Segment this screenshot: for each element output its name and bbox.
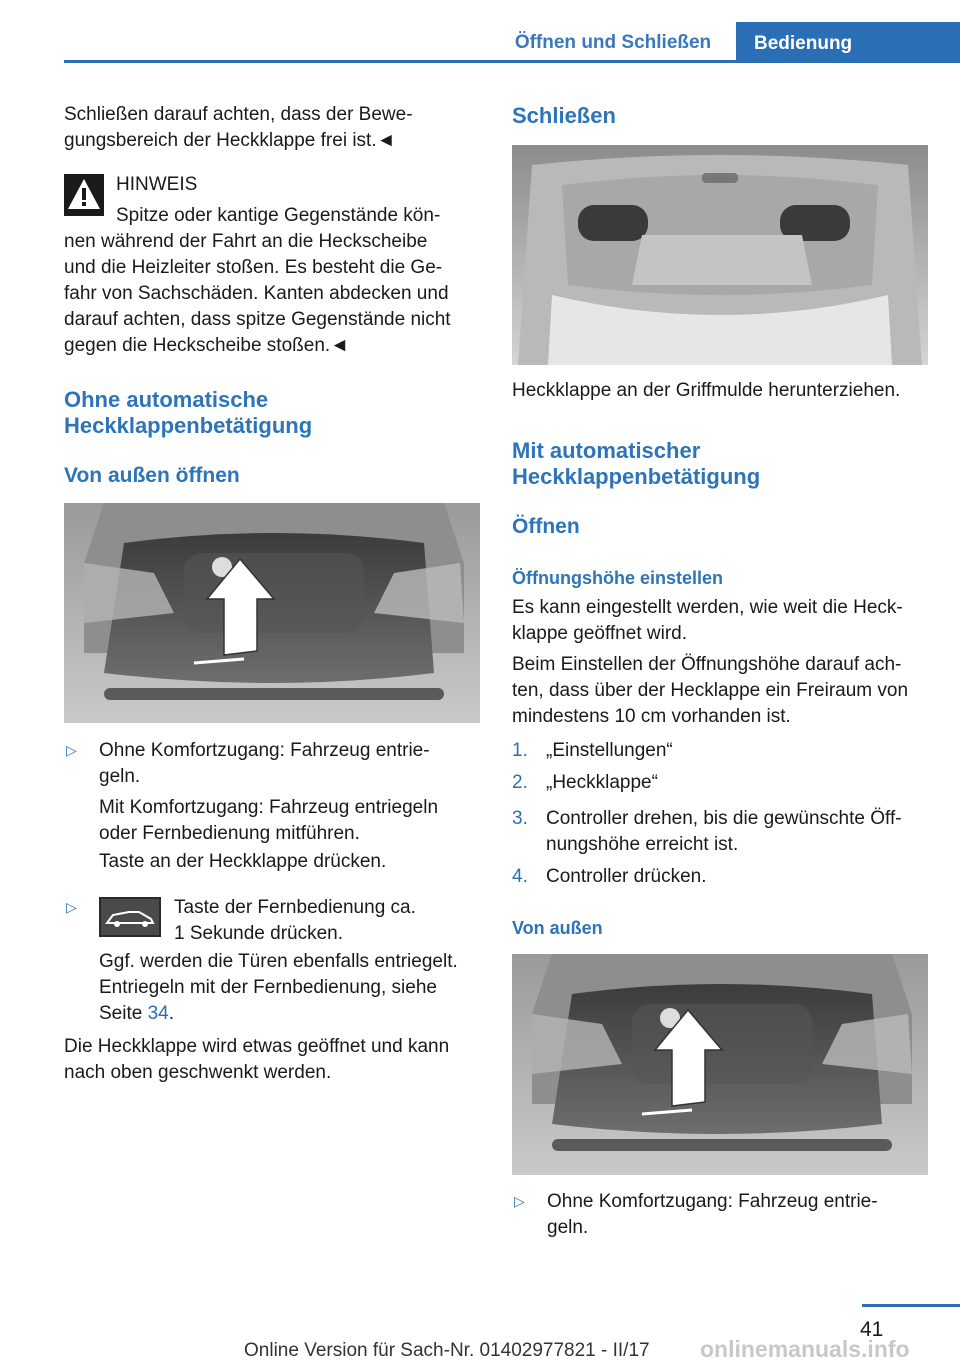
chapter-tab[interactable]: Bedienung bbox=[736, 22, 960, 63]
paragraph: Beim Einstellen der Öffnungshöhe darauf ach- ten, dass über der Hecklappe ein Freiraum von mindestens 10 cm vorhanden ist. bbox=[512, 654, 909, 727]
remote-key-icon bbox=[99, 897, 161, 937]
step-number: 1. bbox=[512, 740, 528, 761]
footer-online-version: Online Version für Sach-Nr. 01402977821 - II/17 bbox=[244, 1340, 650, 1361]
step-text: Controller drehen, bis die gewünschte Öff- nungshöhe erreicht ist. bbox=[546, 808, 902, 855]
heading-closing: Schließen bbox=[512, 103, 616, 128]
step-number: 2. bbox=[512, 772, 528, 793]
watermark: onlinemanuals.info bbox=[700, 1336, 910, 1362]
note-title: HINWEIS bbox=[116, 174, 198, 195]
bullet-text: Ohne Komfortzugang: Fahrzeug entrie- geln. bbox=[99, 740, 430, 787]
step-number: 4. bbox=[512, 866, 528, 887]
page-link[interactable]: 34 bbox=[147, 1003, 169, 1024]
note-text: nen während der Fahrt an die Heckscheibe und die Heizleiter stoßen. Es besteht die Ge- fahr von Sachschäden. Kanten abdecken und darauf achten, dass spitze Gegenstände nicht gegen die Heckscheibe stoßen.◄ bbox=[64, 231, 451, 356]
step-text: „Heckklappe“ bbox=[546, 772, 658, 793]
heading-opening-height: Öffnungshöhe einstellen bbox=[512, 568, 724, 588]
section-title: Öffnen und Schließen bbox=[514, 32, 712, 53]
bullet-text: Taste der Fernbedienung ca. 1 Sekunde drücken. bbox=[174, 897, 416, 944]
tailgate-open-photo bbox=[64, 503, 480, 723]
page-number: 41 bbox=[860, 1318, 884, 1341]
bullet-marker: ▷ bbox=[66, 742, 77, 758]
warning-icon bbox=[64, 174, 104, 216]
step-number: 3. bbox=[512, 808, 528, 829]
closing-text: Die Heckklappe wird etwas geöffnet und kann nach oben geschwenkt werden. bbox=[64, 1036, 450, 1083]
step-text: „Einstellungen“ bbox=[546, 740, 673, 761]
bullet-text: Ohne Komfortzugang: Fahrzeug entrie- geln. bbox=[547, 1191, 878, 1238]
tailgate-open-photo-2 bbox=[512, 954, 928, 1175]
bullet-text: Ggf. werden die Türen ebenfalls entriegelt. Entriegeln mit der Fernbedienung, siehe Seite 34. bbox=[99, 951, 458, 1024]
header-rule bbox=[64, 60, 960, 63]
closing-caption: Heckklappe an der Griffmulde herunterziehen. bbox=[512, 380, 901, 401]
bullet-text: Taste an der Heckklappe drücken. bbox=[99, 851, 387, 872]
bullet-text: Mit Komfortzugang: Fahrzeug entriegeln oder Fernbedienung mitführen. bbox=[99, 797, 439, 844]
paragraph: Es kann eingestellt werden, wie weit die Heck- klappe geöffnet wird. bbox=[512, 597, 903, 644]
heading-open: Öffnen bbox=[512, 515, 580, 538]
intro-text: Schließen darauf achten, dass der Bewe- gungsbereich der Heckklappe frei ist.◄ bbox=[64, 104, 413, 151]
tailgate-interior-photo bbox=[512, 145, 928, 365]
note-text-first-line: Spitze oder kantige Gegenstände kön- bbox=[116, 205, 441, 226]
heading-from-outside: Von außen bbox=[512, 918, 603, 938]
bullet-marker: ▷ bbox=[66, 899, 77, 915]
bullet-marker: ▷ bbox=[514, 1193, 525, 1209]
step-text: Controller drücken. bbox=[546, 866, 707, 887]
heading-without-automatic: Ohne automatische Heckklappenbetätigung bbox=[64, 387, 313, 438]
footer-rule bbox=[862, 1304, 960, 1307]
heading-with-automatic: Mit automatischer Heckklappenbetätigung bbox=[512, 438, 761, 489]
heading-open-from-outside: Von außen öffnen bbox=[64, 464, 240, 487]
